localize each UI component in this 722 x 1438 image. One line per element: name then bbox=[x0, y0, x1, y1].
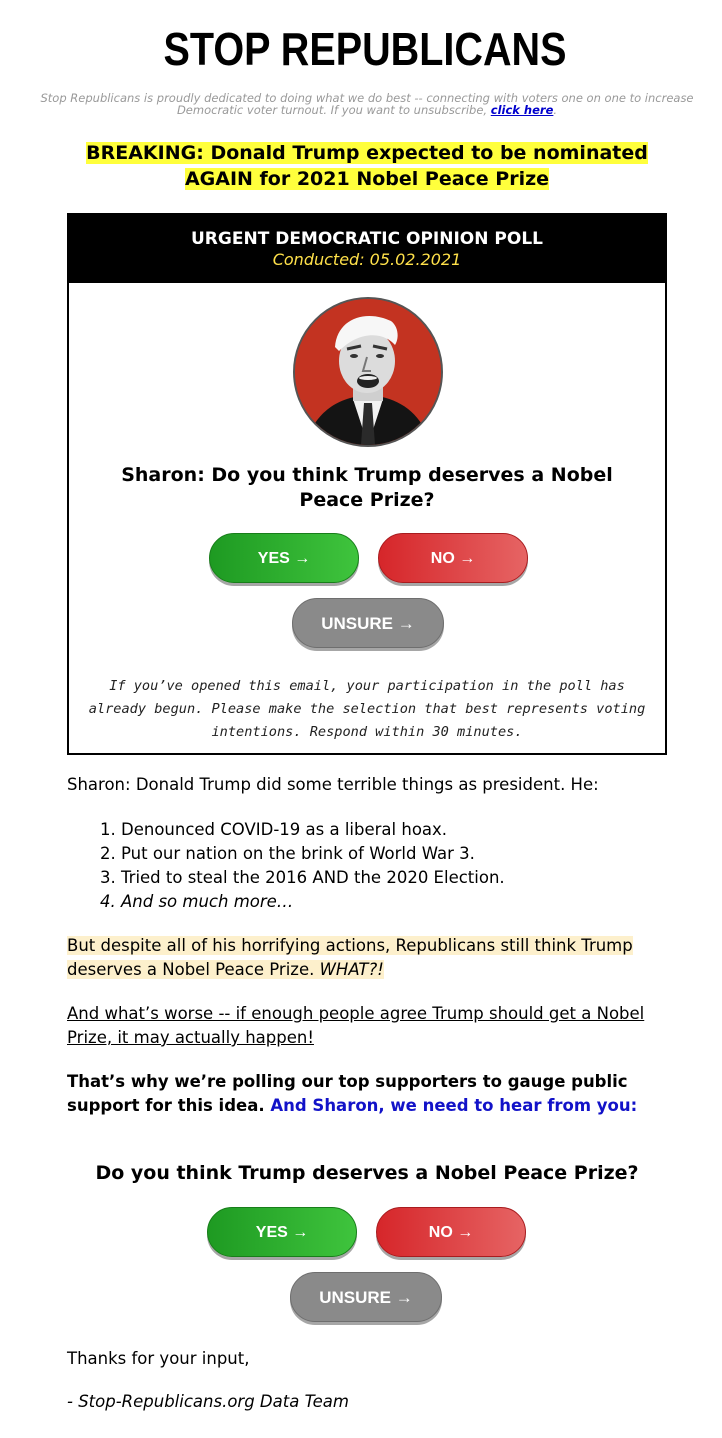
unsubscribe-link[interactable]: click here bbox=[490, 103, 554, 117]
breaking-line-2: AGAIN for 2021 Nobel Peace Prize bbox=[184, 168, 550, 190]
poll-box bbox=[67, 213, 667, 755]
worse-paragraph: And what’s worse -- if enough people agree Trump should get a Nobel Prize, it may actually happen! bbox=[67, 1004, 645, 1047]
poll-note: If you’ve opened this email, your participation in the poll has already begun. Please make the selection that best represents voting intentions. Respond within 30 minutes. bbox=[88, 678, 646, 740]
poll-date: Conducted: 05.02.2021 bbox=[272, 250, 462, 269]
second-question: Do you think Trump deserves a Nobel Peace Prize? bbox=[95, 1162, 639, 1184]
disclaimer-body: Stop Republicans is proudly dedicated to doing what we do best -- connecting with voters one on one to increase Democratic voter turnout. If you want to unsubscribe, bbox=[40, 91, 694, 117]
list-item: 2. Put our nation on the brink of World War 3. bbox=[121, 842, 661, 866]
disclaimer-end: . bbox=[553, 103, 558, 117]
list-item: 1. Denounced COVID-19 as a liberal hoax. bbox=[121, 818, 661, 842]
signature: - Stop-Republicans.org Data Team bbox=[67, 1392, 349, 1411]
breaking-line-1: BREAKING: Donald Trump expected to be nominated bbox=[86, 142, 648, 164]
poll-question: Sharon: Do you think Trump deserves a Nobel Peace Prize? bbox=[121, 464, 613, 511]
polling-blue-text: And Sharon, we need to hear from you: bbox=[270, 1096, 638, 1115]
unsure-button[interactable]: UNSURE → bbox=[292, 598, 444, 648]
thanks-text: Thanks for your input, bbox=[67, 1349, 250, 1368]
no-button-2[interactable]: NO → bbox=[376, 1207, 526, 1257]
despite-body: But despite all of his horrifying actions, Republicans still think Trump deserves a Nobel Peace Prize. bbox=[67, 936, 633, 979]
no-button[interactable]: NO → bbox=[378, 533, 528, 583]
list-item: 3. Tried to steal the 2016 AND the 2020 Election. bbox=[121, 866, 661, 890]
yes-button[interactable]: YES → bbox=[209, 533, 359, 583]
polling-text: That’s why we’re polling our top supporters to gauge public support for this idea. bbox=[67, 1072, 628, 1115]
brand-logo: STOP REPUBLICANS bbox=[163, 23, 567, 75]
yes-button-2[interactable]: YES → bbox=[207, 1207, 357, 1257]
list-item: 4. And so much more… bbox=[121, 890, 661, 914]
polling-paragraph bbox=[67, 1070, 667, 1118]
breaking-headline bbox=[40, 140, 694, 192]
poll-header bbox=[69, 215, 665, 283]
trump-photo bbox=[293, 297, 443, 447]
unsure-button-2[interactable]: UNSURE → bbox=[290, 1272, 442, 1322]
what-exclaim: WHAT?! bbox=[319, 960, 384, 979]
despite-text bbox=[67, 936, 633, 979]
intro-text: Sharon: Donald Trump did some terrible things as president. He: bbox=[67, 775, 599, 794]
poll-title: URGENT DEMOCRATIC OPINION POLL bbox=[191, 229, 543, 249]
despite-paragraph bbox=[67, 934, 667, 982]
terrible-things-list bbox=[67, 818, 661, 914]
disclaimer-text bbox=[20, 92, 714, 116]
